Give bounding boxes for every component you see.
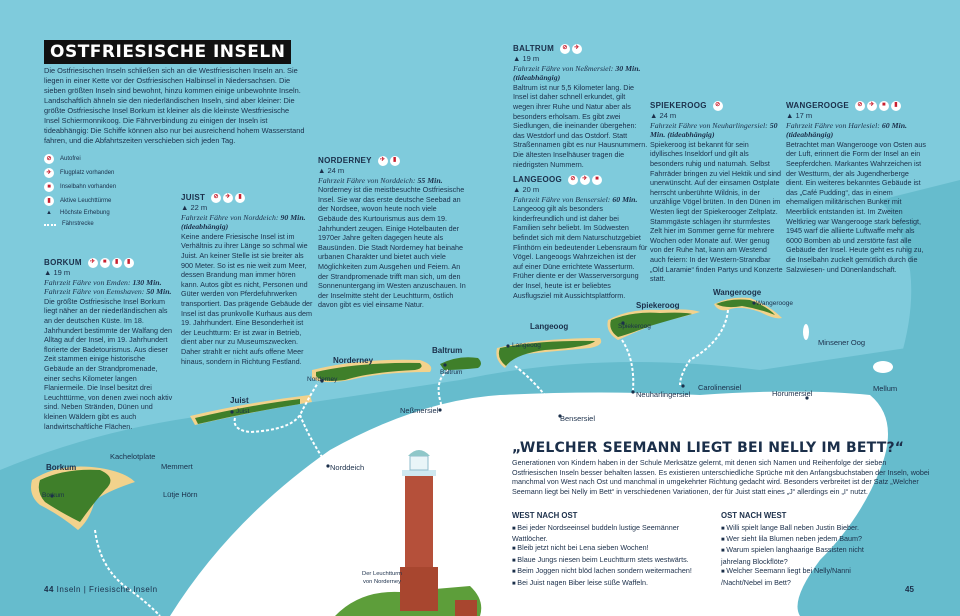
- list-heading: OST NACH WEST: [721, 511, 787, 520]
- section-label: Inseln | Friesische Inseln: [56, 585, 158, 594]
- map-label-sandbank: Kachelotplate: [110, 452, 156, 461]
- mnemonic-intro: Generationen von Kindern haben in der Schule Merksätze gelernt, mit denen sich Namen und Reihenfolge der sieben Ostfriesischen Inseln besser behalten lassen. Es existieren unterschiedliche Sprüche mit den Anfangsbuchstaben der Inseln, wobei manchmal von West nach Ost und manchmal in umgekehrter Richtung gedacht wird. Besonders verbreitet ist der Satz „Welcher Seemann liegt bei Nelly im Bett“ in verschiedenen Variationen, der für Juist statt eines „J“ allerdings ein „I“ nutzt.: [512, 458, 930, 496]
- island-block-norderney: [318, 156, 468, 310]
- airplane-icon: ✈: [44, 168, 54, 178]
- ferry-time: 130 Min.: [132, 277, 162, 287]
- map-label-coast: Horumersiel: [772, 389, 813, 398]
- elevation: ▲ 24 m: [650, 111, 677, 120]
- map-label-island: Norderney: [333, 356, 374, 365]
- elevation: ▲ 20 m: [513, 185, 540, 194]
- airplane-icon: ✈: [223, 193, 233, 203]
- island-block-baltrum: [513, 44, 648, 169]
- ferry-label: Fahrzeit Fähre von Norddeich:: [181, 212, 279, 222]
- list-item: ■ Bei jeder Nordseeinsel buddeln lustige Seemänner Wattlöcher.: [512, 523, 712, 544]
- elevation: ▲ 17 m: [786, 111, 813, 120]
- island-description: Die größte Ostfriesische Insel Borkum liegt näher an der niederländischen als an der deutschen Küste. Im 18. Jahrhundert bestimmte der Walfang den Alltag auf der Insel, im 19. Jahrhundert florierte der Badetourismus. Aus dieser Zeit stammen einige historische Gebäude an der Strandpromenade, einer sechs Kilometer langen Flaniermeile. Die Insel besitzt drei Leuchttürme, von denen zwei noch aktiv sind. Neben Stränden, Dünen und kleinen Wäldern gibt es auch landwirtschaftliche Flächen.: [44, 296, 173, 431]
- island-name: NORDERNEY: [318, 156, 372, 166]
- page-number: 44: [44, 585, 54, 594]
- map-legend: [44, 154, 116, 232]
- list-item: ■ Bleib jetzt nicht bei Lena sieben Wochen!: [512, 543, 712, 554]
- list-item: ■ Warum spielen langhaarige Bassisten nicht jahrelang Blockflöte?: [721, 545, 871, 566]
- airplane-icon: ✈: [572, 44, 582, 54]
- ferry-time: 30 Min. (tideabhängig): [513, 63, 641, 83]
- island-description: Baltrum ist nur 5,5 Kilometer lang. Die Insel ist daher schnell erkundet, gilt wegen ihrer Ruhe und Natur aber als besonders erholsam. Es gibt zwei Siedlungen, die ineinander übergehen: das Westdorf und das Ostdorf. Statt Straßennamen gibt es nur Hausnummern. Die ältesten Inselhäuser tragen die niedrigsten Nummern.: [513, 82, 648, 169]
- map-label-island: Juist: [230, 396, 249, 405]
- island-name: WANGEROOGE: [786, 101, 850, 111]
- airplane-icon: ✈: [867, 101, 877, 111]
- no-car-icon: ⊘: [855, 101, 865, 111]
- map-label-town: Norderney: [307, 376, 338, 383]
- map-label-coast: Norddeich: [330, 463, 365, 472]
- map-label-coast: Carolinensiel: [698, 383, 742, 392]
- island-block-langeoog: [513, 175, 648, 300]
- page-title: OSTFRIESISCHE INSELN: [44, 40, 291, 64]
- lighthouse-icon: ▮: [235, 193, 245, 203]
- no-car-icon: ⊘: [560, 44, 570, 54]
- island-description: Norderney ist die meistbesuchte Ostfriesische Insel. Sie war das erste deutsche Seebad an der Nordsee, wovon heute noch viele Gebäude des Kurtourismus aus dem 19. Jahrhundert zeugen. Einige Hotelbauten der 1970er Jahre gelten dagegen heute als Bausünden. Die Stadt Norderney hat beinahe urbanen Charakter und bietet auch viele Möglichkeiten zum Ausgehen und Feiern. An der Strandpromenade trifft man sich, um den Sonnenuntergang im Westen anzuschauen. In der Inselmitte steht der Leuchtturm, östlich davon gibt es viel einsame Natur.: [318, 185, 466, 310]
- ferry-route-icon: [44, 224, 56, 226]
- map-label-coast: Bensersiel: [560, 414, 596, 423]
- ferry-label: Fahrzeit Fähre von Bensersiel:: [513, 194, 611, 204]
- intro-text: Die Ostfriesischen Inseln schließen sich an die Westfriesischen Inseln an. Sie liegen in einer Kette vor der Ostfriesischen Halbinsel in Niedersachsen. Die sieben größten Inseln sind bewohnt, hinzu kommen einige unbewohnte Inseln. Landschaftlich ähneln sie den niederländischen Inseln, sind aber kleiner: Die größte Ostfriesische Insel Borkum ist kleiner als die kleinste Westfriesische Insel Schiermonnikoog. Die Fährverbindung zu einigen der Inseln ist tideabhängig: Die Schiffe können also nur bei ausreichend hohem Wasserstand fahren, und die Abfahrtszeiten verschieben sich jeden Tag.: [44, 66, 305, 145]
- map-label-coast: Neßmersiel: [400, 406, 439, 415]
- map-label-island: Langeoog: [530, 322, 569, 331]
- list-item: ■ Willi spielt lange Ball neben Justin Bieber.: [721, 523, 871, 534]
- train-icon: ■: [100, 258, 110, 268]
- island-name: BALTRUM: [513, 44, 555, 54]
- map-label-town: Baltrum: [440, 369, 463, 376]
- map-label-coast: Neuharlingersiel: [636, 390, 691, 399]
- map-label-town: Wangerooge: [756, 300, 793, 307]
- ferry-time: 50 Min. (tideabhängig): [650, 120, 778, 140]
- island-name: LANGEOOG: [513, 175, 563, 185]
- map-label-island: Spiekeroog: [636, 301, 680, 310]
- map-label-sandbank: Lütje Hörn: [163, 490, 198, 499]
- ferry-time: 50 Min.: [146, 287, 172, 297]
- no-car-icon: ⊘: [713, 101, 723, 111]
- list-item: ■ Wer sieht lila Blumen neben jedem Baum?: [721, 534, 871, 545]
- ferry-label: Fahrzeit Fähre von Neßmersiel:: [513, 63, 614, 73]
- map-label-town: Borkum: [42, 492, 65, 499]
- ferry-time: 55 Min.: [417, 175, 443, 185]
- island-block-borkum: [44, 258, 174, 431]
- mnemonic-heading: „WELCHER SEEMANN LIEGT BEI NELLY IM BETT?“: [512, 440, 905, 456]
- airplane-icon: ✈: [378, 156, 388, 166]
- peak-icon: ▲: [46, 210, 52, 216]
- page-number: 45: [905, 585, 914, 594]
- elevation: ▲ 22 m: [181, 203, 208, 212]
- elevation: ▲ 24 m: [318, 166, 345, 175]
- airplane-icon: ✈: [88, 258, 98, 268]
- legend-label: Flugplatz vorhanden: [60, 169, 115, 176]
- map-label-sandbank: Memmert: [161, 462, 193, 471]
- list-item: ■ Bei Juist nagen Biber leise süße Waffeln.: [512, 578, 712, 589]
- map-label-islet: Minsener Oog: [818, 338, 866, 347]
- legend-label: Fährstrecke: [62, 221, 94, 227]
- train-icon: ■: [44, 182, 54, 192]
- island-description: Betrachtet man Wangerooge von Osten aus der Luft, erinnert die Form der Insel an ein Seepferdchen. Markantes Wahrzeichen ist der Westturm, der als Jugendherberge dient. Ein weiteres bekanntes Gebäude ist das „Café Pudding“, das in einem ehemaligen militärischen Bunker mit Meerblick entstanden ist. Im Zweiten Weltkrieg war Wangerooge stark befestigt, 1945 warf die alliierte Luftwaffe mehr als 6000 Bomben ab und zerstörte fast alle Gebäude der Insel. Heute geht es ruhig zu, die Inselbahn zuckelt gemütlich durch die Salzwiesen- und Dünenlandschaft.: [786, 139, 926, 274]
- island-description: Keine andere Friesische Insel ist im Verhältnis zu ihrer Länge so schmal wie Juist. An keiner Stelle ist sie breiter als 900 Meter. So ist es nie weit zum Meer, dessen Brandung man immer hören kann. Autos gibt es nicht, Personen und Güter werden von Pferdefuhrwerken transportiert. Das prägende Gebäude der Insel ist das prunkvolle Kurhaus aus dem 19. Jahrhundert. Eine Besonderheit ist der Leuchtturm: Er ist zwar in Betrieb, dient aber nur zu Museumszwecken. Daher strahlt er nicht aufs offene Meer hinaus, sondern in Richtung Festland.: [181, 231, 313, 366]
- map-label-town: Spiekeroog: [618, 323, 651, 330]
- map-label-island: Borkum: [46, 463, 77, 472]
- ferry-label: Fahrzeit Fähre von Neuharlingersiel:: [650, 120, 768, 130]
- no-car-icon: ⊘: [568, 175, 578, 185]
- legend-label: Inselbahn vorhanden: [60, 183, 117, 190]
- map-label-island: Baltrum: [432, 346, 463, 355]
- legend-label: Aktive Leuchttürme: [60, 197, 112, 204]
- ferry-label: Fahrzeit Fähre von Eemshaven:: [44, 287, 145, 297]
- lighthouse-icon: ▮: [44, 196, 54, 206]
- lighthouse-caption: Der Leuchtturm von Norderney: [362, 571, 402, 585]
- island-description: Spiekeroog ist bekannt für sein idyllisches Inseldorf und gilt als besonders ruhig und naturnah. Selbst Fahrräder bringen zu viel Hektik und sind unerwünscht. Auf der einsamen Ostplate herrscht unberührte Wildnis, in der unzählige Vögel brüten. In den Dünen im Westen liegt der Spiekerooger Zeltplatz. Stammgäste schlagen ihr sturmfestes Zelt hier im Sommer gerne für mehrere Wochen oder Monate auf. Wer genug von der Ruhe hat, kann am Westend auch feiern: In der Western-Strandbar „Old Laramie“ finden Partys und Konzerte statt.: [650, 139, 783, 284]
- ferry-time: 60 Min.: [612, 194, 638, 204]
- island-description: Langeoog gilt als besonders kinderfreundlich und ist daher bei Familien sehr beliebt. Im Südwesten befindet sich mit dem Naturschutzgebiet Flinthörn ein bedeutender Lebensraum für Vögel. Langeoogs Wahrzeichen ist der auf einer Düne errichtete Wasserturm. Früher diente er der Wasserversorgung der Insel, heute ist er beliebtes Ausflugsziel mit Aussichtsplattform.: [513, 204, 648, 300]
- island-name: SPIEKEROOG: [650, 101, 707, 111]
- train-icon: ■: [592, 175, 602, 185]
- ferry-time: 90 Min. (tideabhängig): [181, 212, 306, 232]
- map-label-islet: Mellum: [873, 384, 898, 393]
- lighthouse-icon: ▮: [390, 156, 400, 166]
- list-item: ■ Beim Joggen nicht blöd lachen sondern weitermachen!: [512, 566, 712, 577]
- map-label-town: Juist: [236, 408, 250, 415]
- no-car-icon: ⊘: [44, 154, 54, 164]
- ferry-time: 60 Min. (tideabhängig): [786, 120, 907, 140]
- airplane-icon: ✈: [580, 175, 590, 185]
- lighthouse-icon: ▮: [112, 258, 122, 268]
- island-block-wangerooge: [786, 101, 926, 274]
- list-item: ■ Welcher Seemann liegt bei Nelly/Nanni /Nacht/Nebel im Bett?: [721, 566, 871, 587]
- list-east-west: [721, 511, 871, 587]
- island-name: JUIST: [181, 193, 206, 203]
- elevation: ▲ 19 m: [44, 268, 71, 277]
- no-car-icon: ⊘: [211, 193, 221, 203]
- island-block-juist: [181, 193, 313, 366]
- ferry-label: Fahrzeit Fähre von Harlesiel:: [786, 120, 880, 130]
- list-west-east: [512, 511, 712, 589]
- elevation: ▲ 19 m: [513, 54, 540, 63]
- list-heading: WEST NACH OST: [512, 511, 578, 520]
- island-block-spiekeroog: [650, 101, 783, 284]
- legend-label: Höchste Erhebung: [60, 210, 110, 216]
- ferry-label: Fahrzeit Fähre von Norddeich:: [318, 175, 416, 185]
- ferry-label: Fahrzeit Fähre von Emden:: [44, 277, 131, 287]
- map-label-town: Langeoog: [512, 342, 541, 349]
- legend-label: Autofrei: [60, 155, 81, 162]
- list-item: ■ Blaue Jungs niesen beim Leuchtturm stets westwärts.: [512, 555, 712, 566]
- train-icon: ■: [879, 101, 889, 111]
- page-footer-left: [44, 585, 158, 594]
- island-name: BORKUM: [44, 258, 82, 268]
- map-label-island: Wangerooge: [713, 288, 762, 297]
- lighthouse-icon: ▮: [124, 258, 134, 268]
- lighthouse-icon: ▮: [891, 101, 901, 111]
